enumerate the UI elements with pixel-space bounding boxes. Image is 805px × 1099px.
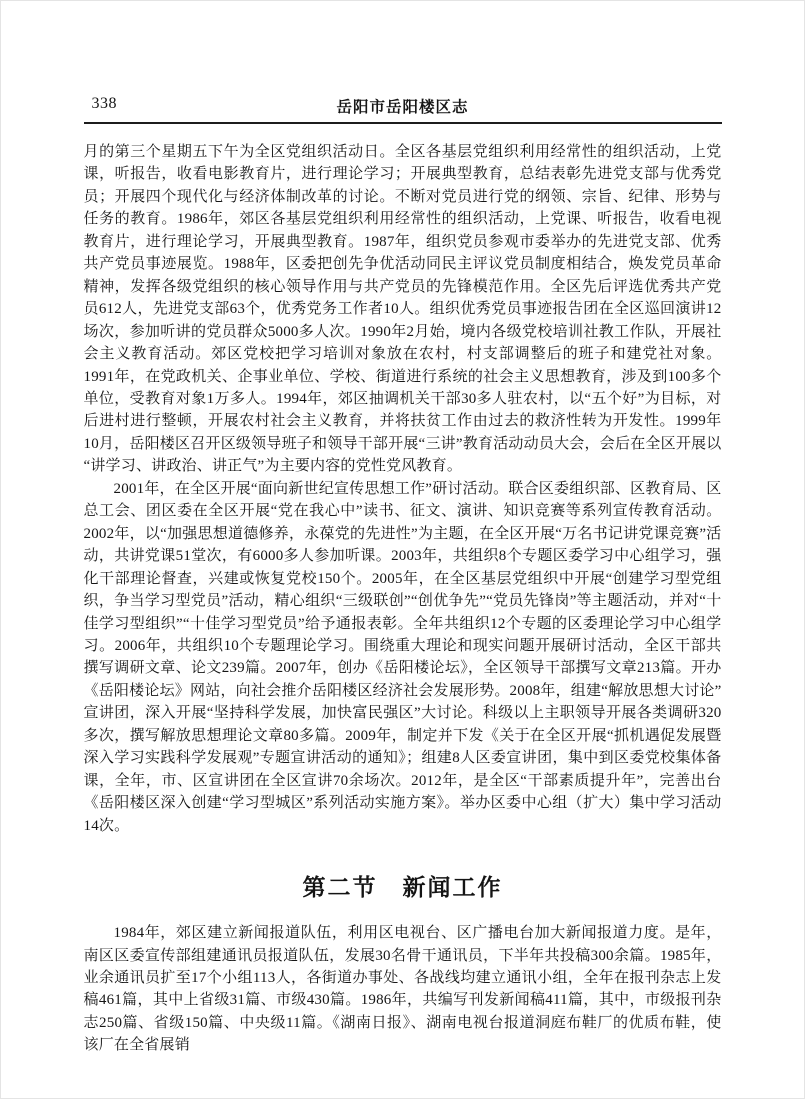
page-inner (84, 1, 722, 1057)
page-content (84, 141, 722, 1057)
page-number: 338 (91, 95, 117, 112)
paragraph-party-education-continued: 月的第三个星期五下午为全区党组织活动日。全区各基层党组织利用经常性的组织活动，上党课，听报告，收看电影教育片，进行理论学习；开展典型教育，总结表彰先进党支部与优秀党员；开展四个现代化与经济体制改革的讨论。不断对党员进行党的纲领、宗旨、纪律、形势与任务的教育。1986年，郊区各基层党组织利用经常性的组织活动，上党课、听报告，收看电视教育片，进行理论学习，开展典型教育。1987年，组织党员参观市委举办的先进党支部、优秀共产党员事迹展览。1988年，区委把创先争优活动同民主评议党员制度相结合，焕发党员革命精神，发挥各级党组织的核心领导作用与共产党员的先锋模范作用。全区先后评选优秀共产党员612人，先进党支部63个，优秀党务工作者10人。组织优秀党员事迹报告团在全区巡回演讲12场次，参加听讲的党员群众5000多人次。1990年2月始，境内各级党校培训社教工作队，开展社会主义教育活动。郊区党校把学习培训对象放在农村，村支部调整后的班子和建党社对象。1991年，在党政机关、企事业单位、学校、街道进行系统的社会主义思想教育，涉及到100多个单位，受教育对象1万多人。1994年，郊区抽调机关干部30多人驻农村，以“五个好”为目标，对后进村进行整顿，开展农村社会主义教育，并将扶贫工作由过去的救济性转为开发性。1999年10月，岳阳楼区召开区级领导班子和领导干部开展“三讲”教育活动动员大会，会后在全区开展以“讲学习、讲政治、讲正气”为主要内容的党性党风教育。 (83, 144, 722, 475)
paragraph-propaganda-2001-2012: 2001年，在全区开展“面向新世纪宣传思想工作”研讨活动。联合区委组织部、区教育局、区总工会、团区委在全区开展“党在我心中”读书、征文、演讲、知识竞赛等系列宣传教育活动。2002年，以“加强思想道德修养，永葆党的先进性”为主题，在全区开展“万名书记讲党课竞赛”活动，共讲党课51堂次，有6000多人参加听课。2003年，共组织8个专题区委学习中心组学习，强化干部理论督查，兴建或恢复党校150个。2005年，在全区基层党组织中开展“创建学习型党组织，争当学习型党员”活动，精心组织“三级联创”“创优争先”“党员先锋岗”等主题活动，并对“十佳学习型组织”“十佳学习型党员”给予通报表彰。全年共组织12个专题的区委理论学习中心组学习。2006年，共组织10个专题理论学习。围绕重大理论和现实问题开展研讨活动，全区干部共撰写调研文章、论文239篇。2007年，创办《岳阳楼论坛》，全区领导干部撰写文章213篇。开办《岳阳楼论坛》网站，向社会推介岳阳楼区经济社会发展形势。2008年，组建“解放思想大讨论”宣讲团，深入开展“坚持科学发展，加快富民强区”大讨论。科级以上主职领导开展各类调研320多次，撰写解放思想理论文章80多篇。2009年，制定并下发《关于在全区开展“抓机遇促发展暨深入学习实践科学发展观”专题宣讲活动的通知》；组建8人区委宣讲团，集中到区委党校集体备课，全年，市、区宣讲团在全区宣讲70余场次。2012年，是全区“干部素质提升年”，完善出台《岳阳楼区深入创建“学习型城区”系列活动实施方案》。举办区委中心组（扩大）集中学习活动14次。 (83, 480, 722, 834)
section-heading: 第二节 新闻工作 (302, 874, 503, 901)
page-header (84, 95, 722, 124)
paragraph-news-work-1984-1986: 1984年，郊区建立新闻报道队伍，利用区电视台、区广播电台加大新闻报道力度。是年，南区区委宣传部组建通讯员报道队伍，发展30名骨干通讯员，下半年共投稿300余篇。1985年，业余通讯员扩至17个小组113人，各街道办事处、各战线均建立通讯小组，全年在报刊杂志上发稿461篇，其中上省级31篇、市级430篇。1986年，共编写刊发新闻稿411篇，其中，市级报刊杂志250篇、省级150篇、中央级11篇。《湖南日报》、湖南电视台报道洞庭布鞋厂的优质布鞋，使该厂在全省展销 (83, 925, 722, 1054)
book-title: 岳阳市岳阳楼区志 (336, 99, 469, 116)
